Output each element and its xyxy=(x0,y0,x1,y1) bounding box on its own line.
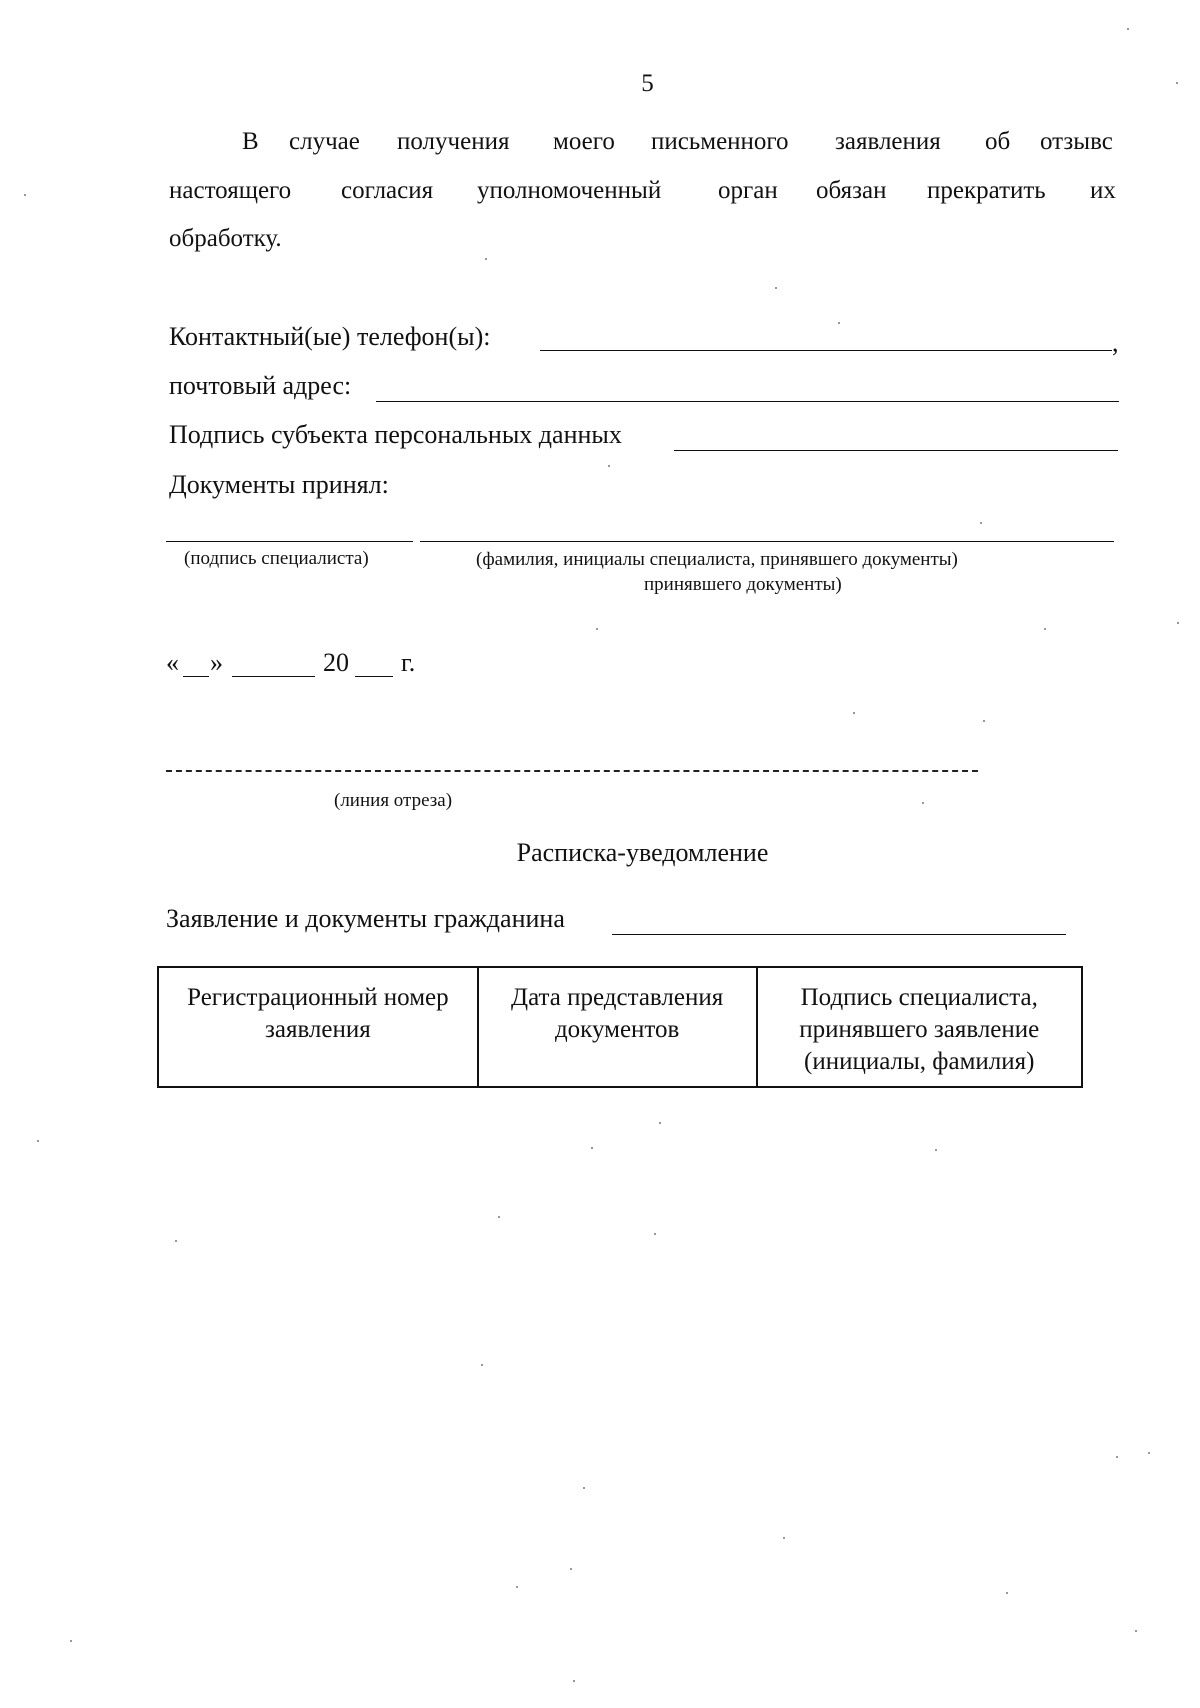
year-prefix: 20 xyxy=(323,648,349,677)
paragraph-word: случае xyxy=(289,128,360,155)
header-text-line: документов xyxy=(554,1016,680,1043)
citizen-label: Заявление и документы гражданина xyxy=(166,904,565,933)
scan-speck xyxy=(659,1122,661,1124)
scan-speck xyxy=(608,465,610,467)
paragraph-last-line: обработку. xyxy=(169,225,282,252)
day-field-line[interactable] xyxy=(183,676,209,677)
scan-speck xyxy=(485,258,487,260)
year-field-line[interactable] xyxy=(355,676,393,677)
phone-field-line[interactable] xyxy=(540,350,1112,351)
scan-speck xyxy=(573,1680,575,1682)
header-text-line: (инициалы, фамилия) xyxy=(804,1048,1035,1075)
scan-speck xyxy=(596,628,598,630)
caption-specialist-name: (фамилия, инициалы специалиста, принявшего документы) xyxy=(476,549,958,570)
paragraph-word: орган xyxy=(718,177,778,204)
scan-speck xyxy=(983,720,985,722)
scan-speck xyxy=(583,1487,585,1489)
scan-speck xyxy=(922,802,924,804)
paragraph-word: письменного xyxy=(651,128,789,155)
paragraph-word: отзывс xyxy=(1040,128,1113,155)
phone-label: Контактный(ые) телефон(ы): xyxy=(169,322,491,351)
paragraph-word: настоящего xyxy=(169,177,292,204)
header-text-line: Дата представления xyxy=(511,984,724,1011)
paragraph-word: заявления xyxy=(835,128,941,155)
address-label: почтовый адрес: xyxy=(169,371,352,400)
month-field-line[interactable] xyxy=(232,676,315,677)
paragraph-word: получения xyxy=(397,128,510,155)
scan-speck xyxy=(516,1586,518,1588)
page-number: 5 xyxy=(641,70,654,97)
year-suffix: г. xyxy=(401,648,416,677)
header-text-line: Подпись специалиста, xyxy=(800,984,1038,1011)
scan-speck xyxy=(1006,1592,1008,1594)
scan-speck xyxy=(783,1537,785,1539)
specialist-name-line[interactable] xyxy=(420,541,1114,542)
scan-speck xyxy=(1135,1630,1137,1632)
receipt-table xyxy=(157,966,1083,1088)
header-text-line: Регистрационный номер xyxy=(187,984,449,1011)
scan-speck xyxy=(1176,82,1178,84)
paragraph-word: их xyxy=(1090,177,1116,204)
scan-speck xyxy=(591,1147,593,1149)
caption-specialist-signature: (подпись специалиста) xyxy=(184,548,369,569)
scan-speck xyxy=(175,1240,177,1242)
accepted-label: Документы принял: xyxy=(169,470,389,499)
paragraph-word: прекратить xyxy=(927,177,1046,204)
scan-speck xyxy=(24,194,26,196)
paragraph-word: уполномоченный xyxy=(477,177,662,204)
header-submission-date xyxy=(478,967,757,1087)
scan-speck xyxy=(1148,1452,1150,1454)
header-text-line: принявшего заявление xyxy=(799,1016,1040,1043)
subject-signature-label: Подпись субъекта персональных данных xyxy=(169,420,622,449)
scan-speck xyxy=(853,712,855,714)
scan-speck xyxy=(37,1140,39,1142)
scan-speck xyxy=(1177,622,1179,624)
phone-suffix: , xyxy=(1112,328,1119,357)
scan-speck xyxy=(775,287,777,289)
scan-speck xyxy=(570,1568,572,1570)
citizen-name-line[interactable] xyxy=(612,934,1066,935)
scan-speck xyxy=(70,1640,72,1642)
header-text-line: заявления xyxy=(264,1016,371,1043)
scan-speck xyxy=(1044,628,1046,630)
cut-line xyxy=(166,770,978,772)
subject-signature-line[interactable] xyxy=(674,450,1118,451)
scan-speck xyxy=(838,322,840,324)
paragraph-word: В xyxy=(242,128,259,155)
scan-speck xyxy=(980,522,982,524)
paragraph-word: согласия xyxy=(341,177,434,204)
date-close-quote: » xyxy=(210,648,223,677)
header-specialist-signature xyxy=(757,967,1083,1087)
scan-speck xyxy=(1116,1456,1118,1458)
paragraph-word: обязан xyxy=(816,177,887,204)
scan-speck xyxy=(498,1216,500,1218)
header-registration-number xyxy=(158,967,478,1087)
address-field-line[interactable] xyxy=(376,401,1119,402)
date-open-quote: « xyxy=(166,648,179,677)
receipt-title: Расписка-уведомление xyxy=(516,838,769,867)
paragraph-word: об xyxy=(985,128,1011,155)
scan-speck xyxy=(1127,28,1129,30)
scan-speck xyxy=(654,1233,656,1235)
paragraph-word: моего xyxy=(553,128,615,155)
specialist-signature-line[interactable] xyxy=(166,541,413,542)
scan-speck xyxy=(481,1364,483,1366)
caption-specialist-name-continued: принявшего документы) xyxy=(644,574,842,595)
receipt-table-header-row xyxy=(158,967,1082,1087)
cut-line-label: (линия отреза) xyxy=(334,790,453,811)
scan-speck xyxy=(935,1149,937,1151)
